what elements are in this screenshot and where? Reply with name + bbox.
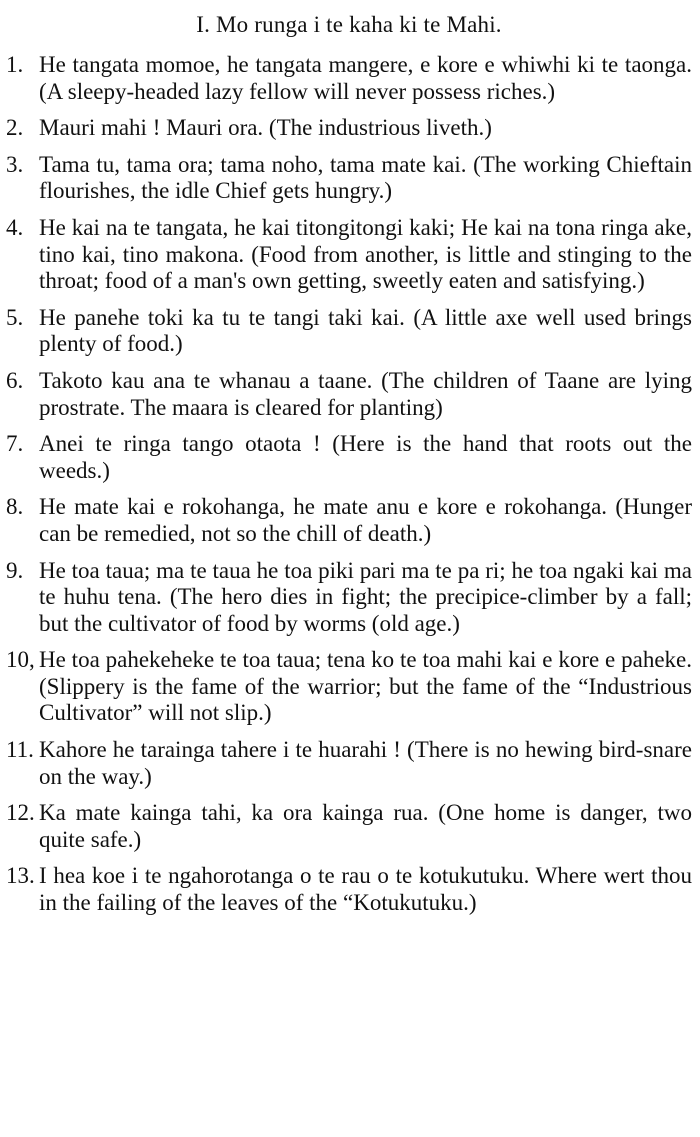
proverb-text: Tama tu, tama ora; tama noho, tama mate kai. (The working Chieftain flourishes, the idle Chief gets hungry.) bbox=[39, 151, 692, 204]
proverb-item bbox=[6, 737, 692, 790]
section-heading: I. Mo runga i te kaha ki te Mahi. bbox=[196, 12, 502, 37]
proverb-number: 6. bbox=[6, 367, 24, 393]
proverb-list bbox=[6, 52, 692, 917]
proverb-number: 2. bbox=[6, 115, 24, 141]
proverb-number: 11. bbox=[6, 737, 34, 763]
proverb-text: Anei te ringa tango otaota ! (Here is the hand that roots out the weeds.) bbox=[39, 431, 692, 483]
proverb-number: 3. bbox=[6, 151, 24, 177]
proverb-number: 8. bbox=[6, 494, 24, 520]
proverb-number: 5. bbox=[6, 304, 24, 330]
proverb-text: He panehe toki ka tu te tangi taki kai. (A little axe well used brings plenty of food.) bbox=[39, 304, 692, 357]
proverb-item bbox=[6, 368, 692, 421]
proverb-number: 4. bbox=[6, 214, 24, 240]
proverb-item bbox=[6, 305, 692, 358]
proverb-text: Mauri mahi ! Mauri ora. (The industrious liveth.) bbox=[39, 115, 492, 141]
proverb-text: He kai na te tangata, he kai titongitongi kaki; He kai na tona ringa ake, tino kai, tino makona. (Food from another, is little and stinging to the throat; food of a man's own getting, sweetly eaten and satisfying.) bbox=[39, 214, 692, 294]
proverb-item bbox=[6, 152, 692, 205]
proverb-item bbox=[6, 494, 692, 547]
proverb-number: 10, bbox=[6, 647, 35, 673]
proverb-text: Takoto kau ana te whanau a taane. (The children of Taane are lying prostrate. The maara is cleared for planting) bbox=[39, 367, 692, 420]
proverb-text: He toa taua; ma te taua he toa piki pari ma te pa ri; he toa ngaki kai ma te huhu tena. (The hero dies in fight; the precipice-climber by a fall; but the cultivator of food by worms (old age.) bbox=[39, 557, 692, 636]
proverb-number: 9. bbox=[6, 557, 24, 583]
proverb-item bbox=[6, 52, 692, 105]
proverb-item bbox=[6, 115, 692, 142]
proverb-item bbox=[6, 863, 692, 916]
proverb-text: Kahore he tarainga tahere i te huarahi ! (There is no hewing bird-snare on the way.) bbox=[39, 737, 692, 789]
proverb-item bbox=[6, 558, 692, 638]
proverb-text: I hea koe i te ngahorotanga o te rau o te kotukutuku. Where wert thou in the failing of the leaves of the “Kotukutuku.) bbox=[39, 863, 692, 916]
proverb-item bbox=[6, 215, 692, 295]
proverb-number: 7. bbox=[6, 431, 24, 457]
proverb-text: He toa pahekeheke te toa taua; tena ko te toa mahi kai e kore e paheke. (Slippery is the fame of the warrior; but the fame of the “Industrious Cultivator” will not slip.) bbox=[39, 647, 692, 726]
proverb-number: 12. bbox=[6, 800, 35, 826]
proverb-item bbox=[6, 431, 692, 484]
proverb-item bbox=[6, 647, 692, 727]
proverb-text: Ka mate kainga tahi, ka ora kainga rua. (One home is danger, two quite safe.) bbox=[39, 800, 692, 852]
proverb-item bbox=[6, 800, 692, 853]
proverb-text: He tangata momoe, he tangata mangere, e kore e whiwhi ki te taonga. (A sleepy-headed lazy fellow will never possess riches.) bbox=[39, 52, 692, 104]
proverb-number: 1. bbox=[6, 52, 24, 77]
proverb-number: 13. bbox=[6, 863, 35, 889]
proverb-text: He mate kai e rokohanga, he mate anu e kore e rokohanga. (Hunger can be remedied, not so the chill of death.) bbox=[39, 494, 692, 546]
